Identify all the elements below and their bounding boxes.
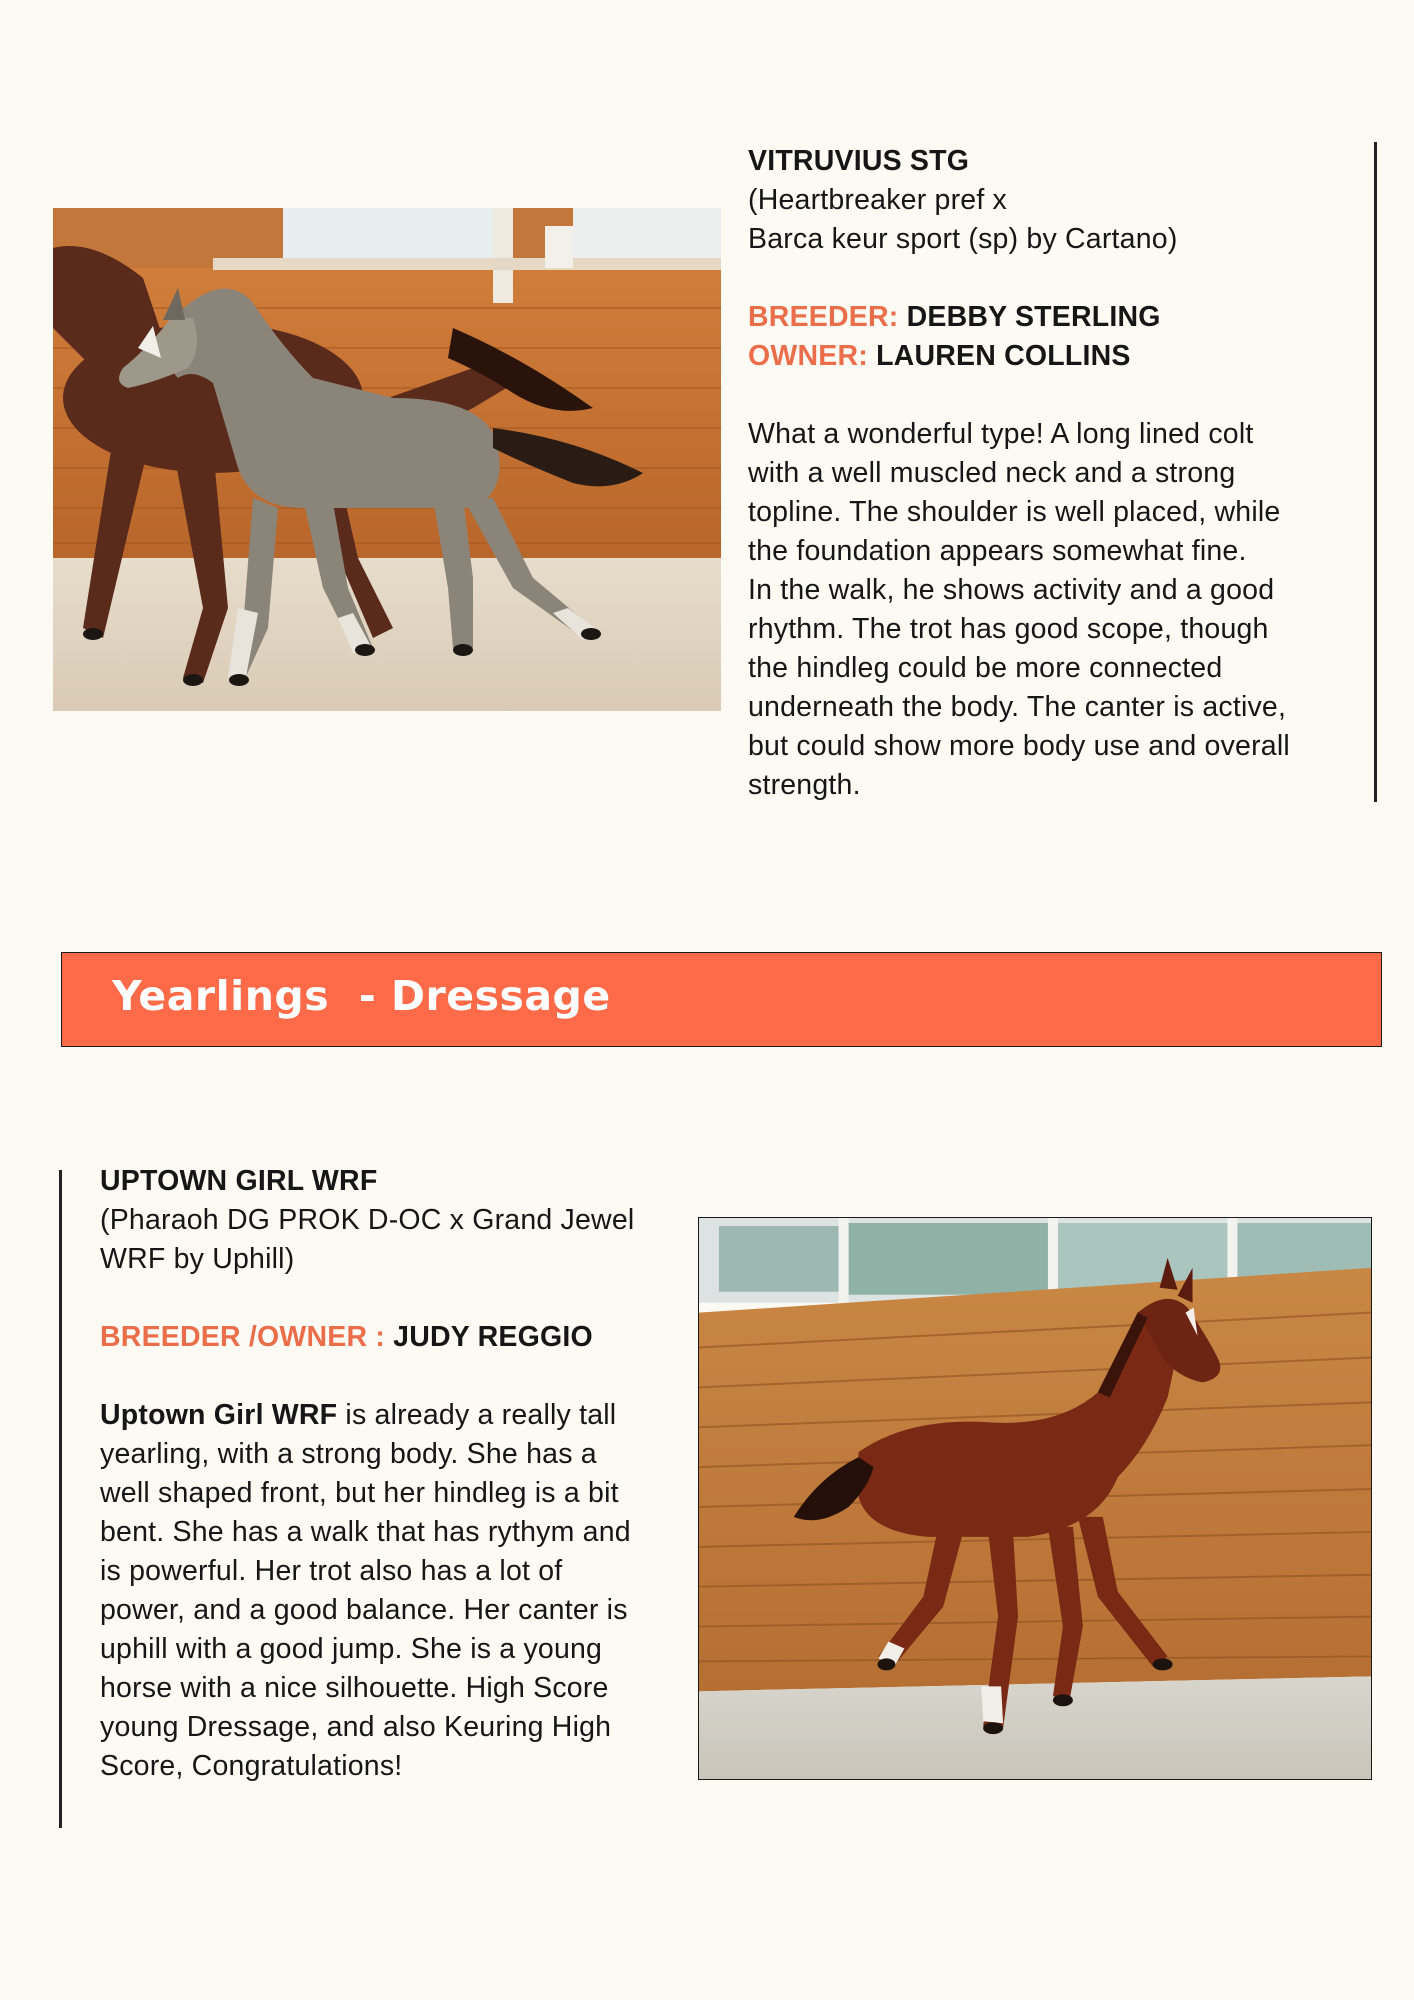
description-line: but could show more body use and overall [748,730,1290,762]
description-line: bent. She has a walk that has rythym and [100,1516,631,1548]
left-divider-line [59,1170,62,1828]
vitruvius-stg-photo [53,208,721,711]
description-line: What a wonderful type! A long lined colt [748,418,1254,450]
horse-name: VITRUVIUS STG [748,145,970,177]
breeder-line [748,298,1338,337]
section-banner [61,952,1382,1047]
description-line: well shaped front, but her hindleg is a bit [100,1477,619,1509]
description-line: power, and a good balance. Her canter is [100,1594,628,1626]
description-line: yearling, with a strong body. She has a [100,1438,597,1470]
vitruvius-entry [748,142,1338,805]
description-line: horse with a nice silhouette. High Score [100,1672,609,1704]
owner-value: LAUREN COLLINS [876,340,1131,372]
breeder-label: BREEDER: [748,301,899,333]
description-line: underneath the body. The canter is active, [748,691,1287,723]
spacer [748,376,1338,415]
pedigree-line: (Heartbreaker pref x [748,184,1008,216]
description-line: the foundation appears somewhat fine. [748,535,1247,567]
description-line: is powerful. Her trot also has a lot of [100,1555,563,1587]
description-first-rest: is already a really tall [337,1399,617,1431]
description-line: In the walk, he shows activity and a good [748,574,1275,606]
pedigree-line: (Pharaoh DG PROK D-OC x Grand Jewel [100,1204,635,1236]
description-line: with a well muscled neck and a strong [748,457,1236,489]
description-line: Score, Congratulations! [100,1750,403,1782]
description-line [100,1396,690,1435]
description-line: young Dressage, and also Keuring High [100,1711,612,1743]
pedigree-line: Barca keur sport (sp) by Cartano) [748,223,1178,255]
spacer [100,1279,690,1318]
uptown-girl-photo [698,1217,1372,1780]
description-line: the hindleg could be more connected [748,652,1223,684]
description-lead: Uptown Girl WRF [100,1399,338,1431]
breeder-owner-label: BREEDER /OWNER : [100,1321,386,1353]
breeder-owner-line [100,1318,690,1357]
uptown-girl-entry [100,1162,690,1786]
description-line: rhythm. The trot has good scope, though [748,613,1269,645]
spacer [100,1357,690,1396]
description-line: topline. The shoulder is well placed, while [748,496,1281,528]
section-title: Yearlings - Dressage [112,972,611,1020]
breeder-value: DEBBY STERLING [906,301,1161,333]
horse-name: UPTOWN GIRL WRF [100,1165,378,1197]
pedigree-line: WRF by Uphill) [100,1243,295,1275]
description-line: strength. [748,769,861,801]
description-line: uphill with a good jump. She is a young [100,1633,603,1665]
breeder-owner-value: JUDY REGGIO [393,1321,593,1353]
right-divider-line [1374,142,1377,802]
spacer [748,259,1338,298]
owner-label: OWNER: [748,340,868,372]
owner-line [748,337,1338,376]
